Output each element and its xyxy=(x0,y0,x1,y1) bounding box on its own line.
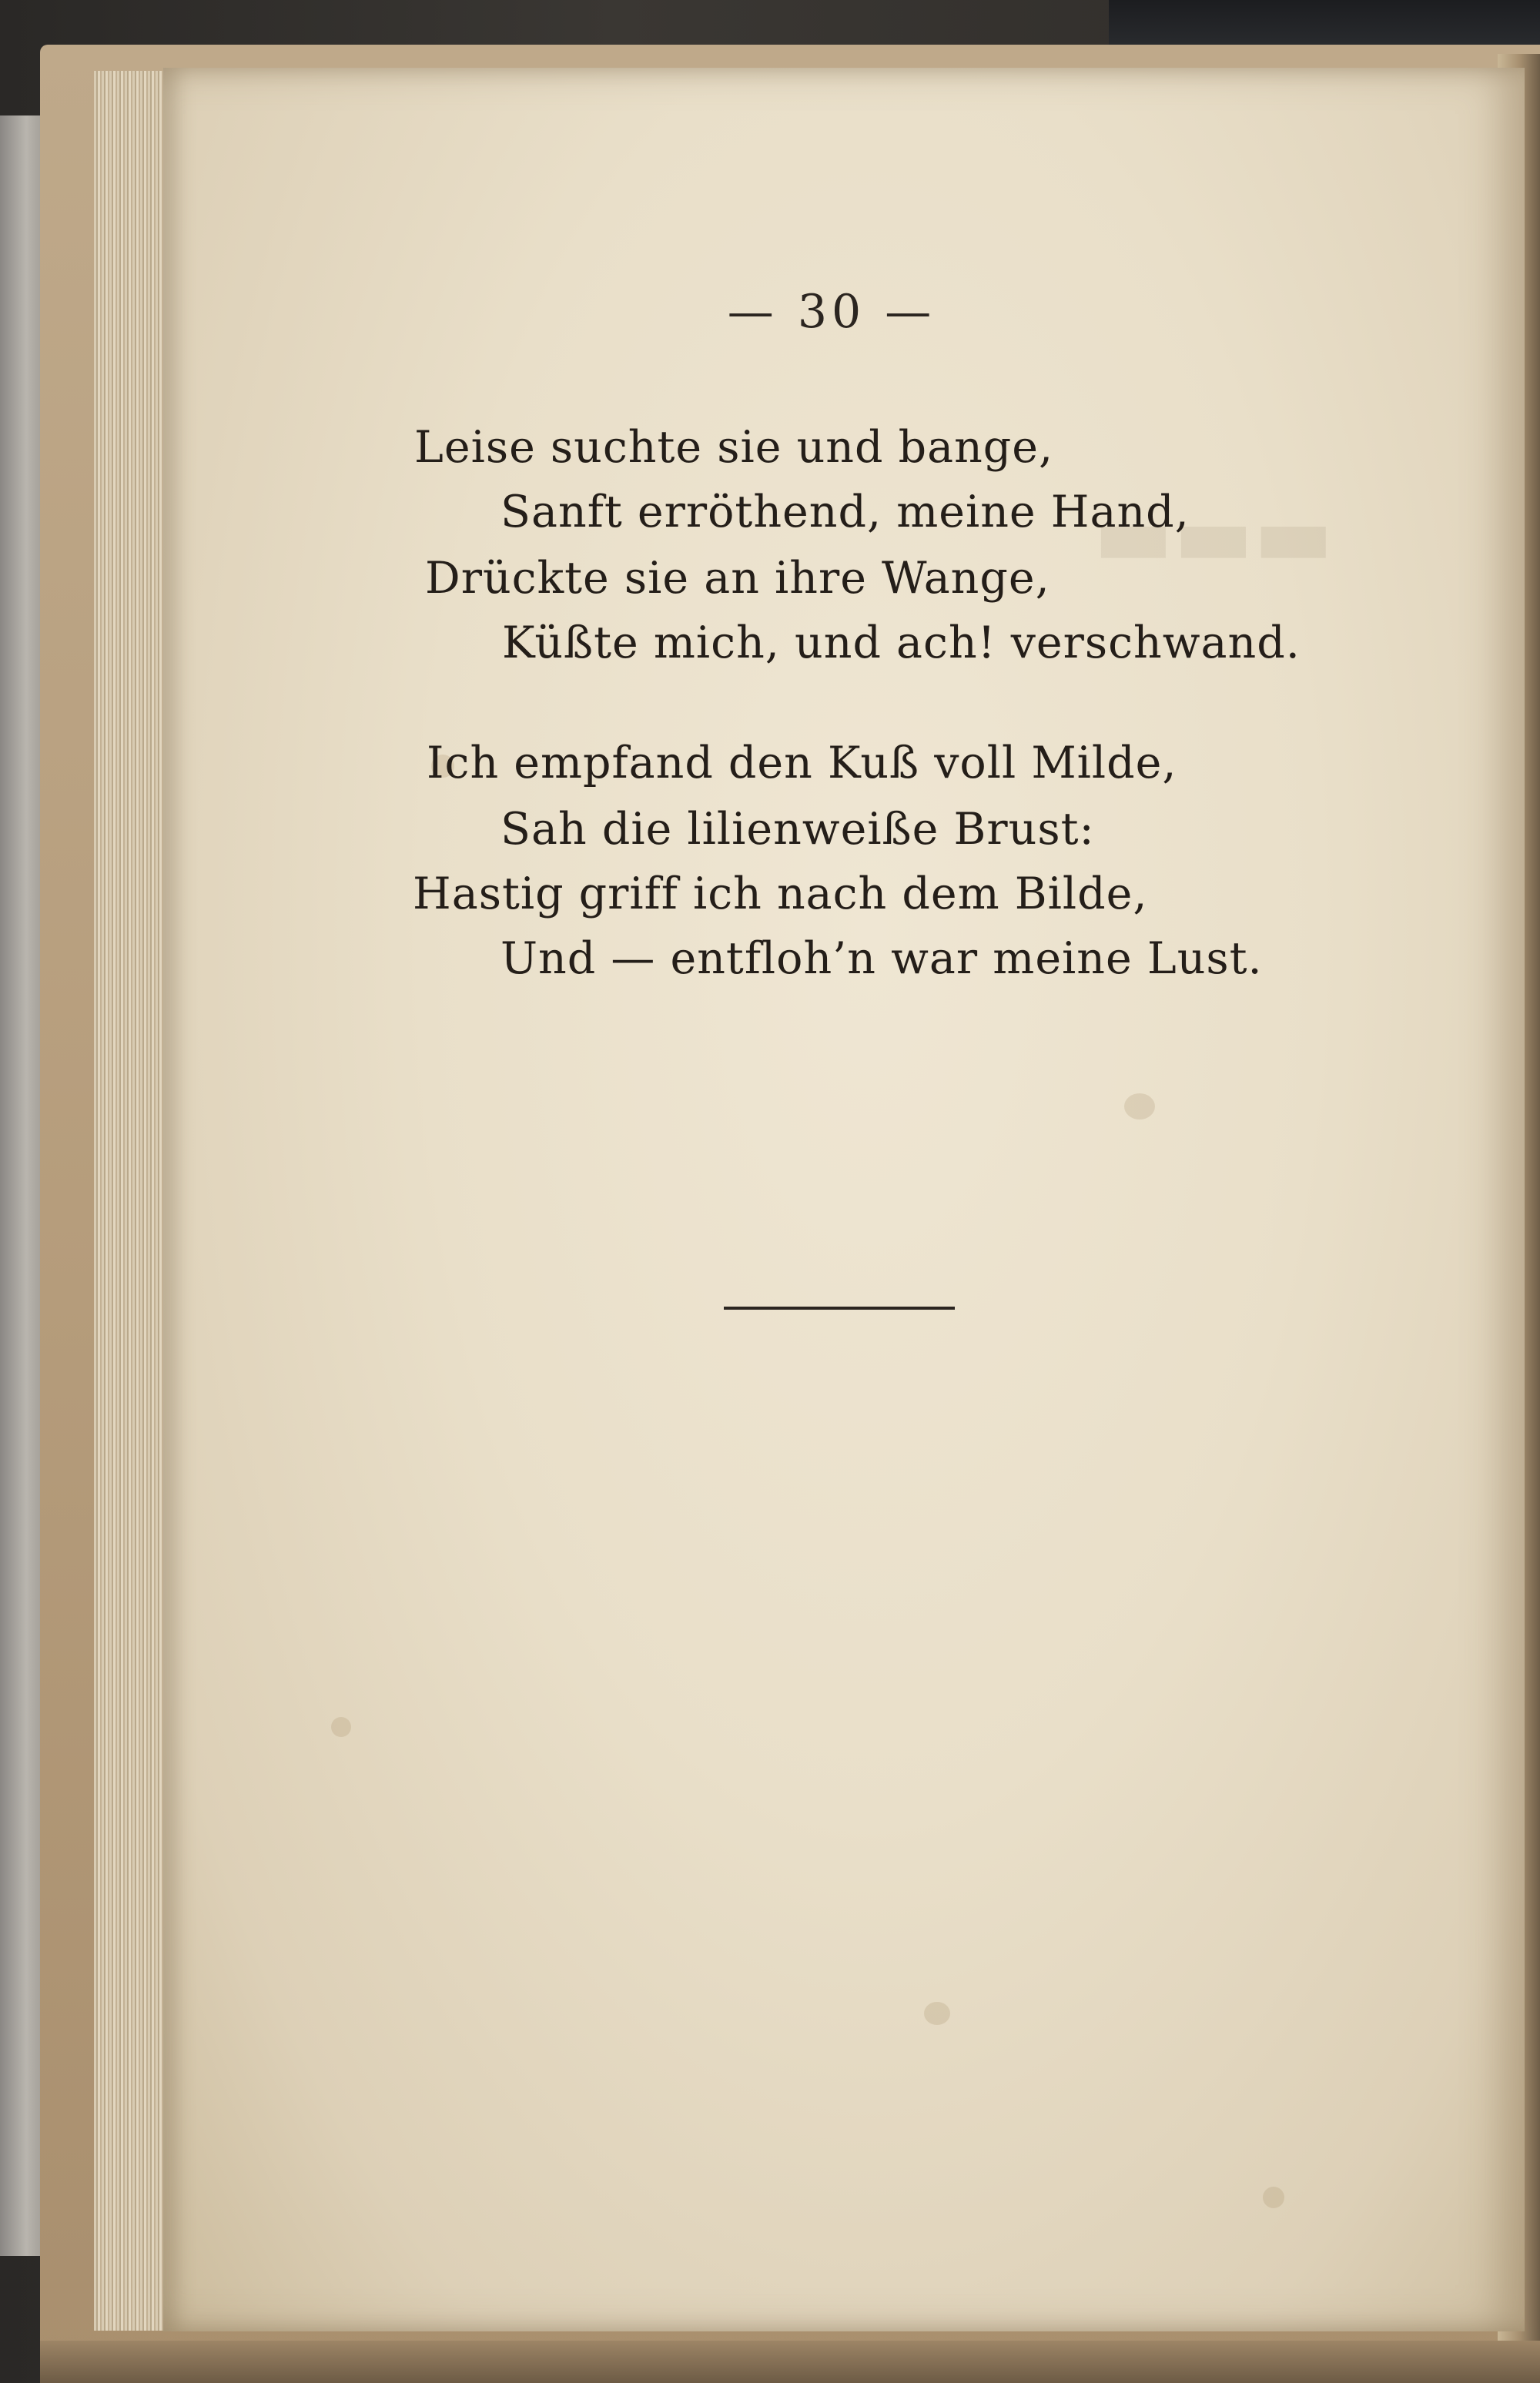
book-page xyxy=(163,68,1525,2331)
verse-line: Und — entfloh’n war meine Lust. xyxy=(500,933,1263,984)
paper-speck xyxy=(331,1717,351,1737)
page-number: — 30 — xyxy=(727,285,936,339)
show-through-title: ▬▬▬ xyxy=(1093,485,1334,584)
paper-speck xyxy=(1263,2187,1284,2208)
verse-line: Hastig griff ich nach dem Bilde, xyxy=(413,869,1148,919)
verse-line: Küßte mich, und ach! verschwand. xyxy=(502,618,1301,668)
paper-speck xyxy=(924,2002,950,2025)
verse-line: Sanft erröthend, meine Hand, xyxy=(500,487,1190,537)
verse-line: Ich empfand den Kuß voll Milde, xyxy=(427,738,1177,788)
verse-line: Leise suchte sie und bange, xyxy=(414,422,1054,473)
verse-line: Sah die lilienweiße Brust: xyxy=(500,804,1095,855)
cover-bottom-edge xyxy=(40,2341,1540,2383)
paper-speck xyxy=(1124,1093,1155,1120)
verse-line: Drückte sie an ihre Wange, xyxy=(425,553,1050,604)
section-divider xyxy=(724,1307,955,1310)
page-edges xyxy=(94,71,171,2331)
